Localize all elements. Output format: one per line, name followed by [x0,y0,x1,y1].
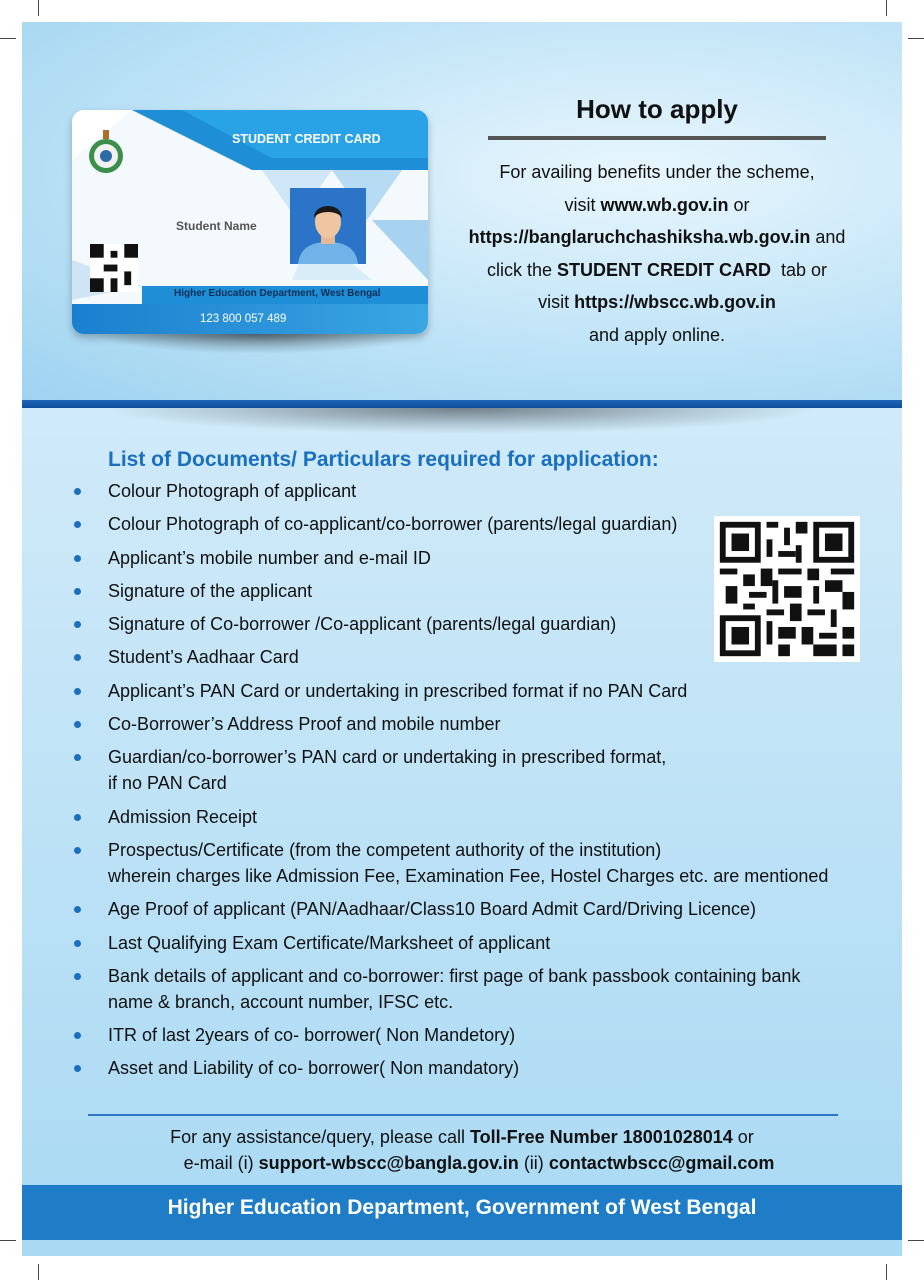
text: For any assistance/query, please call [170,1127,470,1147]
crop-mark [908,1240,924,1241]
title-underline [488,136,826,140]
document-item [22,478,862,504]
crop-mark [0,1240,16,1241]
support-email-link[interactable]: support-wbscc@bangla.gov.in [258,1153,519,1173]
document-item-text: Colour Photograph of applicant [108,481,357,501]
document-item [22,930,862,956]
bullet-icon [74,1032,81,1039]
card-student-label: Student Name [176,219,257,233]
footer-department: Higher Education Department, Government of West Bengal [167,1196,757,1219]
toll-free-number[interactable]: Toll-Free Number 18001028014 [469,1127,733,1147]
assistance-line-1 [62,1124,862,1150]
document-item-text: Asset and Liability of co- borrower( Non mandatory) [108,1058,520,1079]
flyer-page [22,22,902,1256]
qr-code-icon [90,244,138,292]
text: or [728,194,750,215]
document-item-text: Colour Photograph of co-applicant/co-borrower (parents/legal guardian) [108,514,678,535]
document-item [22,837,862,889]
bullet-icon [74,588,81,595]
document-item [22,711,862,737]
banglaruchchashiksha-link[interactable]: https://banglaruchchashiksha.wb.gov.in [468,227,811,247]
footer-divider [88,1114,838,1116]
bullet-icon [74,940,81,947]
bullet-icon [74,1065,81,1072]
student-credit-card [72,110,428,334]
document-item [22,963,862,1015]
document-item-text: Admission Receipt [108,806,258,827]
document-item-text: Last Qualifying Exam Certificate/Marksheet of applicant [108,932,551,953]
bullet-icon [74,814,81,821]
bullet-icon [74,488,81,495]
wbscc-link[interactable]: https://wbscc.wb.gov.in [574,292,776,312]
contact-email-link[interactable]: contactwbscc@gmail.com [548,1153,775,1173]
text: or [732,1127,754,1147]
avatar-icon [290,188,366,264]
card-department: Higher Education Department, West Bengal [174,288,381,299]
bullet-icon [74,521,81,528]
how-line-2 [442,189,872,222]
text: visit [538,292,575,312]
qr-code-icon [714,516,860,662]
header-shadow [102,408,822,434]
text: click the [486,259,557,280]
crop-mark [908,38,924,39]
document-item [22,744,862,796]
crop-mark [38,0,39,16]
text: tab or [771,259,828,280]
document-item-text: Guardian/co-borrower’s PAN card or undertaking in prescribed format, if no PAN Card [108,747,667,794]
text: visit [564,194,601,215]
text: and [810,227,846,247]
how-to-apply-text [442,156,872,351]
card-title: STUDENT CREDIT CARD [232,132,381,146]
document-item-text: ITR of last 2years of co- borrower( Non Mandetory) [108,1025,516,1046]
document-item-text: Signature of Co-borrower /Co-applicant (parents/legal guardian) [108,614,617,635]
document-item-text: Bank details of applicant and co-borrower: first page of bank passbook containing bank name & branch, account number, IFSC etc. [108,965,801,1012]
crop-mark [886,0,887,16]
header-divider [22,400,902,408]
bullet-icon [74,973,81,980]
crop-mark [0,38,16,39]
how-line-3 [442,221,872,254]
assistance-line-2 [62,1150,862,1176]
document-item-text: Student’s Aadhaar Card [108,647,299,668]
student-credit-card-tab-name: STUDENT CREDIT CARD [557,259,771,280]
document-item-text: Applicant’s PAN Card or undertaking in prescribed format if no PAN Card [108,680,688,701]
document-item [22,678,862,704]
how-to-apply-title: How to apply [576,94,738,124]
bullet-icon [74,721,81,728]
emblem-icon [86,128,126,176]
wb-gov-link[interactable]: www.wb.gov.in [600,194,729,215]
document-item [22,896,862,922]
card-shadow [92,334,422,354]
bullet-icon [74,555,81,562]
crop-mark [38,1264,39,1280]
document-item [22,804,862,830]
document-item-text: Age Proof of applicant (PAN/Aadhaar/Class10 Board Admit Card/Driving Licence) [108,899,756,920]
bullet-icon [74,621,81,628]
document-item [22,1022,862,1048]
how-line-6: and apply online. [588,324,726,345]
bullet-icon [74,654,81,661]
crop-mark [886,1264,887,1280]
bullet-icon [74,754,81,761]
document-item-text: Applicant’s mobile number and e-mail ID [108,547,431,568]
text: (ii) [518,1153,549,1173]
bullet-icon [74,688,81,695]
bullet-icon [74,906,81,913]
document-item-text: Co-Borrower’s Address Proof and mobile number [108,714,501,735]
how-line-4 [442,254,872,287]
card-number: 123 800 057 489 [200,313,287,325]
assistance-text [62,1124,862,1176]
how-line-1: For availing benefits under the scheme, [499,162,815,182]
document-item [22,1055,862,1081]
document-item-text: Signature of the applicant [108,580,313,601]
text: e-mail (i) [183,1153,259,1173]
document-item-text: Prospectus/Certificate (from the competent authority of the institution) wherein charges like Admission Fee, Examination Fee, Hostel Charges etc. are mentioned [108,839,829,886]
how-line-5 [442,286,872,319]
documents-title: List of Documents/ Particulars required for application: [108,448,659,471]
bullet-icon [74,847,81,854]
